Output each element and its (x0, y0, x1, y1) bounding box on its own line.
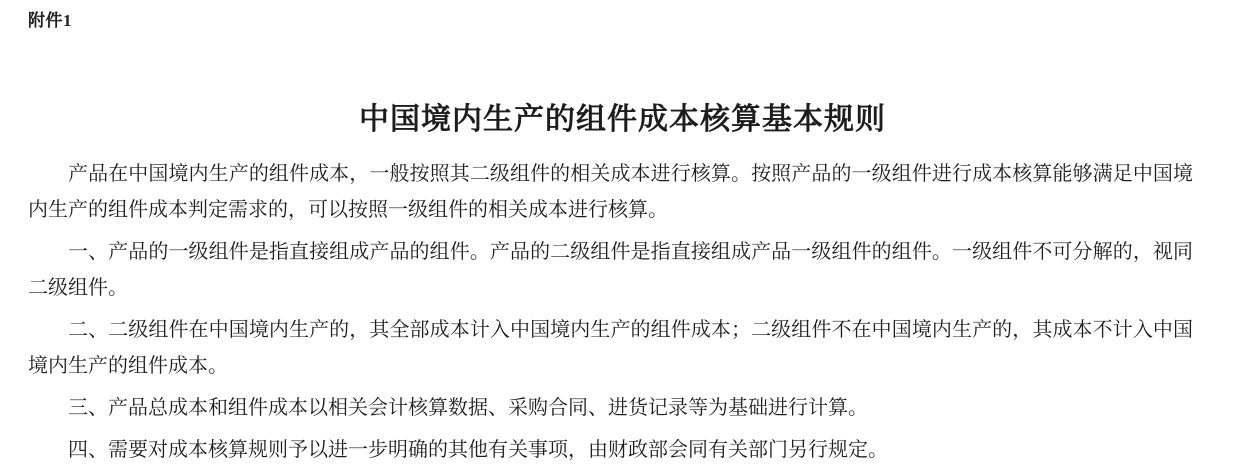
paragraph-rule-4: 四、需要对成本核算规则予以进一步明确的其他有关事项，由财政部会同有关部门另行规定。 (68, 439, 888, 461)
document-body (28, 156, 1193, 474)
page-title: 中国境内生产的组件成本核算基本规则 (359, 103, 886, 137)
paragraph-rule-1: 一、产品的一级组件是指直接组成产品的组件。产品的二级组件是指直接组成产品一级组件的组件。一级组件不可分解的，视同二级组件。 (28, 241, 1193, 299)
attachment-label: 附件1 (28, 11, 72, 30)
paragraph-intro: 产品在中国境内生产的组件成本，一般按照其二级组件的相关成本进行核算。按照产品的一级组件进行成本核算能够满足中国境内生产的组件成本判定需求的，可以按照一级组件的相关成本进行核算。 (28, 163, 1193, 221)
paragraph-rule-3: 三、产品总成本和组件成本以相关会计核算数据、采购合同、进货记录等为基础进行计算。 (68, 397, 868, 419)
paragraph-rule-2: 二、二级组件在中国境内生产的，其全部成本计入中国境内生产的组件成本；二级组件不在中国境内生产的，其成本不计入中国境内生产的组件成本。 (28, 319, 1193, 377)
